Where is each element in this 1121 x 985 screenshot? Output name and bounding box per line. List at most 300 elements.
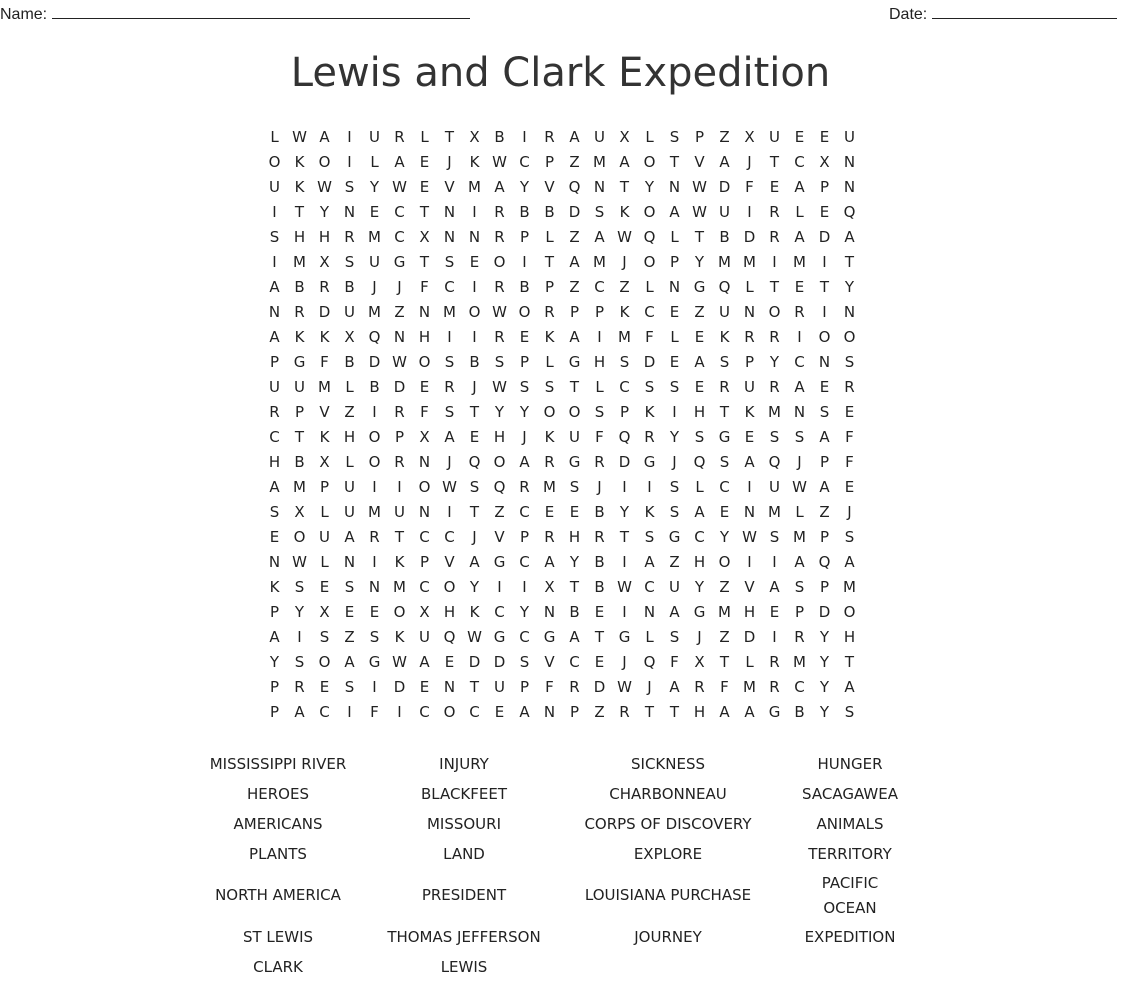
grid-letter[interactable]: V bbox=[494, 527, 505, 546]
grid-letter[interactable]: E bbox=[444, 652, 455, 671]
grid-letter[interactable]: O bbox=[643, 202, 656, 221]
grid-letter[interactable]: E bbox=[744, 427, 755, 446]
grid-letter[interactable]: B bbox=[719, 227, 730, 246]
grid-letter[interactable]: S bbox=[444, 352, 455, 371]
grid-letter[interactable]: A bbox=[669, 202, 680, 221]
grid-letter[interactable]: M bbox=[368, 502, 381, 521]
grid-letter[interactable]: T bbox=[569, 377, 580, 396]
grid-letter[interactable]: A bbox=[794, 377, 805, 396]
grid-letter[interactable]: K bbox=[319, 327, 330, 346]
grid-letter[interactable]: C bbox=[419, 527, 430, 546]
grid-letter[interactable]: Z bbox=[619, 277, 630, 296]
grid-letter[interactable]: W bbox=[392, 652, 407, 671]
grid-letter[interactable]: Y bbox=[369, 177, 380, 196]
grid-letter[interactable]: E bbox=[669, 352, 680, 371]
grid-letter[interactable]: V bbox=[544, 652, 555, 671]
date-field[interactable] bbox=[889, 4, 1117, 24]
grid-letter[interactable]: Q bbox=[818, 552, 831, 571]
grid-letter[interactable]: A bbox=[694, 502, 705, 521]
grid-letter[interactable]: L bbox=[595, 377, 604, 396]
grid-letter[interactable]: M bbox=[793, 252, 806, 271]
grid-letter[interactable]: H bbox=[493, 427, 506, 446]
grid-letter[interactable]: J bbox=[372, 277, 377, 296]
grid-letter[interactable]: S bbox=[644, 527, 655, 546]
grid-letter[interactable]: K bbox=[394, 627, 405, 646]
grid-letter[interactable]: N bbox=[268, 552, 281, 571]
grid-letter[interactable]: A bbox=[744, 452, 755, 471]
grid-letter[interactable]: M bbox=[468, 177, 481, 196]
grid-letter[interactable]: W bbox=[392, 352, 407, 371]
grid-letter[interactable]: M bbox=[293, 477, 306, 496]
grid-letter[interactable]: U bbox=[344, 477, 355, 496]
grid-letter[interactable]: N bbox=[543, 602, 556, 621]
grid-letter[interactable]: V bbox=[544, 177, 555, 196]
grid-letter[interactable]: C bbox=[619, 377, 630, 396]
grid-letter[interactable]: U bbox=[494, 677, 505, 696]
grid-letter[interactable]: M bbox=[718, 252, 731, 271]
grid-letter[interactable]: P bbox=[269, 352, 280, 371]
grid-letter[interactable]: D bbox=[393, 677, 406, 696]
grid-letter[interactable]: T bbox=[469, 402, 480, 421]
grid-letter[interactable]: Q bbox=[718, 277, 731, 296]
grid-letter[interactable]: M bbox=[768, 402, 781, 421]
grid-letter[interactable]: Y bbox=[494, 402, 505, 421]
grid-letter[interactable]: J bbox=[622, 652, 627, 671]
grid-letter[interactable]: D bbox=[368, 352, 381, 371]
grid-letter[interactable]: E bbox=[769, 177, 780, 196]
grid-letter[interactable]: J bbox=[747, 152, 752, 171]
grid-letter[interactable]: P bbox=[519, 527, 530, 546]
grid-letter[interactable]: X bbox=[819, 152, 830, 171]
grid-letter[interactable]: L bbox=[270, 127, 279, 146]
grid-letter[interactable]: B bbox=[519, 277, 530, 296]
grid-letter[interactable]: D bbox=[743, 627, 756, 646]
grid-letter[interactable]: P bbox=[669, 252, 680, 271]
grid-letter[interactable]: M bbox=[293, 252, 306, 271]
grid-letter[interactable]: N bbox=[368, 577, 381, 596]
grid-letter[interactable]: G bbox=[768, 702, 781, 721]
grid-letter[interactable]: N bbox=[843, 152, 856, 171]
grid-letter[interactable]: Z bbox=[719, 127, 730, 146]
grid-letter[interactable]: W bbox=[692, 177, 707, 196]
grid-letter[interactable]: U bbox=[594, 127, 605, 146]
grid-letter[interactable]: R bbox=[769, 677, 780, 696]
grid-letter[interactable]: T bbox=[769, 277, 780, 296]
grid-letter[interactable]: G bbox=[293, 352, 306, 371]
grid-letter[interactable]: U bbox=[344, 302, 355, 321]
grid-letter[interactable]: D bbox=[493, 652, 506, 671]
grid-letter[interactable]: Z bbox=[669, 552, 680, 571]
grid-letter[interactable]: D bbox=[318, 302, 331, 321]
grid-letter[interactable]: M bbox=[593, 152, 606, 171]
grid-letter[interactable]: Y bbox=[844, 277, 855, 296]
grid-letter[interactable]: E bbox=[719, 502, 730, 521]
grid-letter[interactable]: N bbox=[818, 352, 831, 371]
grid-letter[interactable]: P bbox=[394, 427, 405, 446]
grid-letter[interactable]: S bbox=[544, 377, 555, 396]
grid-letter[interactable]: W bbox=[492, 302, 507, 321]
grid-letter[interactable]: A bbox=[794, 552, 805, 571]
grid-letter[interactable]: G bbox=[618, 627, 631, 646]
grid-letter[interactable]: M bbox=[443, 302, 456, 321]
grid-letter[interactable]: E bbox=[819, 377, 830, 396]
grid-letter[interactable]: P bbox=[594, 302, 605, 321]
grid-letter[interactable]: P bbox=[544, 277, 555, 296]
grid-letter[interactable]: Q bbox=[693, 452, 706, 471]
grid-letter[interactable]: D bbox=[393, 377, 406, 396]
grid-letter[interactable]: H bbox=[693, 552, 706, 571]
grid-letter[interactable]: E bbox=[269, 527, 280, 546]
grid-letter[interactable]: Y bbox=[269, 652, 280, 671]
grid-letter[interactable]: L bbox=[345, 452, 354, 471]
grid-letter[interactable]: I bbox=[472, 277, 477, 296]
grid-letter[interactable]: S bbox=[719, 352, 730, 371]
grid-letter[interactable]: B bbox=[794, 702, 805, 721]
grid-letter[interactable]: L bbox=[545, 227, 554, 246]
grid-letter[interactable]: X bbox=[619, 127, 630, 146]
grid-letter[interactable]: Z bbox=[569, 227, 580, 246]
grid-letter[interactable]: C bbox=[644, 577, 655, 596]
grid-letter[interactable]: X bbox=[344, 327, 355, 346]
grid-letter[interactable]: R bbox=[719, 377, 730, 396]
grid-letter[interactable]: A bbox=[394, 152, 405, 171]
grid-letter[interactable]: K bbox=[544, 427, 555, 446]
grid-letter[interactable]: A bbox=[669, 602, 680, 621]
grid-letter[interactable]: J bbox=[522, 427, 527, 446]
grid-letter[interactable]: Y bbox=[819, 677, 830, 696]
grid-letter[interactable]: Z bbox=[569, 152, 580, 171]
grid-letter[interactable]: T bbox=[419, 252, 430, 271]
grid-letter[interactable]: S bbox=[269, 227, 280, 246]
grid-letter[interactable]: O bbox=[718, 552, 731, 571]
grid-letter[interactable]: R bbox=[344, 227, 355, 246]
grid-letter[interactable]: O bbox=[318, 152, 331, 171]
grid-letter[interactable]: A bbox=[469, 552, 480, 571]
grid-letter[interactable]: E bbox=[694, 327, 705, 346]
grid-letter[interactable]: R bbox=[769, 327, 780, 346]
grid-letter[interactable]: A bbox=[794, 227, 805, 246]
grid-letter[interactable]: O bbox=[843, 327, 856, 346]
grid-letter[interactable]: A bbox=[269, 477, 280, 496]
grid-letter[interactable]: S bbox=[469, 477, 480, 496]
grid-letter[interactable]: I bbox=[747, 202, 752, 221]
grid-letter[interactable]: O bbox=[418, 352, 431, 371]
grid-letter[interactable]: I bbox=[372, 477, 377, 496]
grid-letter[interactable]: J bbox=[597, 477, 602, 496]
grid-letter[interactable]: R bbox=[394, 127, 405, 146]
grid-letter[interactable]: E bbox=[319, 577, 330, 596]
grid-letter[interactable]: W bbox=[792, 477, 807, 496]
grid-letter[interactable]: Y bbox=[519, 402, 530, 421]
grid-letter[interactable]: U bbox=[669, 577, 680, 596]
grid-letter[interactable]: C bbox=[794, 677, 805, 696]
grid-letter[interactable]: X bbox=[294, 502, 305, 521]
grid-letter[interactable]: S bbox=[844, 702, 855, 721]
grid-letter[interactable]: I bbox=[747, 552, 752, 571]
grid-letter[interactable]: X bbox=[744, 127, 755, 146]
grid-letter[interactable]: K bbox=[269, 577, 280, 596]
grid-letter[interactable]: L bbox=[745, 277, 754, 296]
grid-letter[interactable]: O bbox=[393, 602, 406, 621]
grid-letter[interactable]: A bbox=[519, 452, 530, 471]
grid-letter[interactable]: I bbox=[772, 552, 777, 571]
grid-letter[interactable]: I bbox=[397, 477, 402, 496]
grid-letter[interactable]: Z bbox=[694, 302, 705, 321]
grid-letter[interactable]: H bbox=[593, 352, 606, 371]
grid-letter[interactable]: T bbox=[394, 527, 405, 546]
grid-letter[interactable]: C bbox=[594, 277, 605, 296]
grid-letter[interactable]: E bbox=[594, 602, 605, 621]
grid-letter[interactable]: M bbox=[368, 227, 381, 246]
grid-letter[interactable]: S bbox=[844, 527, 855, 546]
grid-letter[interactable]: L bbox=[420, 127, 429, 146]
grid-letter[interactable]: D bbox=[818, 227, 831, 246]
grid-letter[interactable]: M bbox=[743, 677, 756, 696]
grid-letter[interactable]: U bbox=[569, 427, 580, 446]
grid-letter[interactable]: A bbox=[794, 177, 805, 196]
grid-letter[interactable]: R bbox=[794, 302, 805, 321]
grid-letter[interactable]: C bbox=[394, 202, 405, 221]
grid-letter[interactable]: A bbox=[269, 627, 280, 646]
grid-letter[interactable]: H bbox=[693, 402, 706, 421]
grid-letter[interactable]: I bbox=[472, 202, 477, 221]
grid-letter[interactable]: G bbox=[393, 252, 406, 271]
grid-letter[interactable]: M bbox=[368, 302, 381, 321]
grid-letter[interactable]: Y bbox=[319, 202, 330, 221]
grid-letter[interactable]: W bbox=[292, 552, 307, 571]
grid-letter[interactable]: R bbox=[494, 227, 505, 246]
grid-letter[interactable]: C bbox=[519, 627, 530, 646]
grid-letter[interactable]: M bbox=[593, 252, 606, 271]
grid-letter[interactable]: N bbox=[268, 302, 281, 321]
grid-letter[interactable]: H bbox=[443, 602, 456, 621]
grid-letter[interactable]: U bbox=[294, 377, 305, 396]
grid-letter[interactable]: S bbox=[294, 577, 305, 596]
grid-letter[interactable]: A bbox=[319, 127, 330, 146]
grid-letter[interactable]: L bbox=[370, 152, 379, 171]
grid-letter[interactable]: E bbox=[369, 202, 380, 221]
grid-letter[interactable]: T bbox=[419, 202, 430, 221]
grid-letter[interactable]: S bbox=[344, 577, 355, 596]
grid-letter[interactable]: X bbox=[319, 452, 330, 471]
grid-letter[interactable]: F bbox=[645, 327, 654, 346]
grid-letter[interactable]: P bbox=[519, 352, 530, 371]
grid-letter[interactable]: S bbox=[319, 627, 330, 646]
grid-letter[interactable]: I bbox=[622, 552, 627, 571]
grid-letter[interactable]: J bbox=[472, 527, 477, 546]
name-field[interactable] bbox=[0, 4, 470, 24]
grid-letter[interactable]: S bbox=[344, 677, 355, 696]
grid-letter[interactable]: H bbox=[568, 527, 581, 546]
grid-letter[interactable]: V bbox=[744, 577, 755, 596]
grid-letter[interactable]: L bbox=[645, 127, 654, 146]
grid-letter[interactable]: H bbox=[293, 227, 306, 246]
grid-letter[interactable]: J bbox=[697, 627, 702, 646]
grid-letter[interactable]: T bbox=[719, 652, 730, 671]
grid-letter[interactable]: X bbox=[694, 652, 705, 671]
grid-letter[interactable]: J bbox=[447, 452, 452, 471]
grid-letter[interactable]: F bbox=[670, 652, 679, 671]
grid-letter[interactable]: J bbox=[397, 277, 402, 296]
grid-letter[interactable]: S bbox=[444, 402, 455, 421]
grid-letter[interactable]: E bbox=[469, 427, 480, 446]
grid-letter[interactable]: N bbox=[843, 302, 856, 321]
grid-letter[interactable]: K bbox=[744, 402, 755, 421]
grid-letter[interactable]: B bbox=[519, 202, 530, 221]
grid-letter[interactable]: E bbox=[844, 402, 855, 421]
grid-letter[interactable]: P bbox=[694, 127, 705, 146]
grid-letter[interactable]: R bbox=[769, 202, 780, 221]
grid-letter[interactable]: S bbox=[269, 502, 280, 521]
grid-letter[interactable]: Y bbox=[694, 577, 705, 596]
grid-letter[interactable]: F bbox=[420, 277, 429, 296]
grid-letter[interactable]: A bbox=[569, 327, 580, 346]
grid-letter[interactable]: B bbox=[344, 352, 355, 371]
grid-letter[interactable]: Q bbox=[768, 452, 781, 471]
grid-letter[interactable]: U bbox=[369, 252, 380, 271]
grid-letter[interactable]: Y bbox=[519, 177, 530, 196]
grid-letter[interactable]: T bbox=[544, 252, 555, 271]
grid-letter[interactable]: F bbox=[845, 427, 854, 446]
grid-letter[interactable]: I bbox=[622, 477, 627, 496]
grid-letter[interactable]: O bbox=[493, 452, 506, 471]
grid-letter[interactable]: V bbox=[444, 177, 455, 196]
grid-letter[interactable]: C bbox=[719, 477, 730, 496]
grid-letter[interactable]: C bbox=[569, 652, 580, 671]
grid-letter[interactable]: T bbox=[469, 502, 480, 521]
grid-letter[interactable]: J bbox=[647, 677, 652, 696]
grid-letter[interactable]: T bbox=[644, 702, 655, 721]
grid-letter[interactable]: V bbox=[319, 402, 330, 421]
grid-letter[interactable]: A bbox=[819, 427, 830, 446]
grid-letter[interactable]: Z bbox=[394, 302, 405, 321]
grid-letter[interactable]: Z bbox=[494, 502, 505, 521]
grid-letter[interactable]: E bbox=[419, 177, 430, 196]
name-blank-line[interactable] bbox=[52, 4, 470, 19]
grid-letter[interactable]: E bbox=[344, 602, 355, 621]
grid-letter[interactable]: S bbox=[344, 177, 355, 196]
grid-letter[interactable]: D bbox=[718, 177, 731, 196]
grid-letter[interactable]: G bbox=[568, 452, 581, 471]
grid-letter[interactable]: G bbox=[643, 452, 656, 471]
grid-letter[interactable]: W bbox=[467, 627, 482, 646]
grid-letter[interactable]: K bbox=[294, 327, 305, 346]
grid-letter[interactable]: G bbox=[568, 352, 581, 371]
grid-letter[interactable]: T bbox=[444, 127, 455, 146]
grid-letter[interactable]: F bbox=[595, 427, 604, 446]
grid-letter[interactable]: J bbox=[472, 377, 477, 396]
grid-letter[interactable]: Q bbox=[468, 452, 481, 471]
grid-letter[interactable]: A bbox=[269, 277, 280, 296]
grid-letter[interactable]: D bbox=[743, 227, 756, 246]
grid-letter[interactable]: K bbox=[394, 552, 405, 571]
grid-letter[interactable]: R bbox=[544, 127, 555, 146]
grid-letter[interactable]: A bbox=[719, 152, 730, 171]
grid-letter[interactable]: L bbox=[645, 277, 654, 296]
grid-letter[interactable]: R bbox=[619, 702, 630, 721]
grid-letter[interactable]: B bbox=[344, 277, 355, 296]
grid-letter[interactable]: U bbox=[769, 477, 780, 496]
grid-letter[interactable]: A bbox=[644, 552, 655, 571]
grid-letter[interactable]: R bbox=[519, 477, 530, 496]
grid-letter[interactable]: O bbox=[293, 527, 306, 546]
grid-letter[interactable]: N bbox=[443, 202, 456, 221]
grid-letter[interactable]: A bbox=[769, 577, 780, 596]
grid-letter[interactable]: Y bbox=[569, 552, 580, 571]
grid-letter[interactable]: U bbox=[394, 502, 405, 521]
grid-letter[interactable]: N bbox=[468, 227, 481, 246]
grid-letter[interactable]: S bbox=[369, 627, 380, 646]
grid-letter[interactable]: R bbox=[544, 302, 555, 321]
grid-letter[interactable]: F bbox=[420, 402, 429, 421]
grid-letter[interactable]: A bbox=[569, 127, 580, 146]
grid-letter[interactable]: D bbox=[568, 202, 581, 221]
grid-letter[interactable]: Y bbox=[819, 652, 830, 671]
grid-letter[interactable]: Y bbox=[294, 602, 305, 621]
grid-letter[interactable]: H bbox=[843, 627, 856, 646]
grid-letter[interactable]: R bbox=[594, 527, 605, 546]
grid-letter[interactable]: I bbox=[447, 502, 452, 521]
grid-letter[interactable]: U bbox=[719, 302, 730, 321]
grid-letter[interactable]: Y bbox=[719, 527, 730, 546]
grid-letter[interactable]: O bbox=[643, 152, 656, 171]
grid-letter[interactable]: T bbox=[669, 702, 680, 721]
grid-letter[interactable]: W bbox=[692, 202, 707, 221]
grid-letter[interactable]: A bbox=[844, 552, 855, 571]
grid-letter[interactable]: G bbox=[543, 627, 556, 646]
grid-letter[interactable]: T bbox=[469, 677, 480, 696]
grid-letter[interactable]: A bbox=[694, 352, 705, 371]
grid-letter[interactable]: C bbox=[469, 702, 480, 721]
grid-letter[interactable]: O bbox=[643, 252, 656, 271]
grid-letter[interactable]: K bbox=[644, 502, 655, 521]
grid-letter[interactable]: A bbox=[444, 427, 455, 446]
grid-letter[interactable]: B bbox=[594, 502, 605, 521]
grid-letter[interactable]: Z bbox=[719, 577, 730, 596]
grid-letter[interactable]: I bbox=[497, 577, 502, 596]
grid-letter[interactable]: X bbox=[469, 127, 480, 146]
grid-letter[interactable]: L bbox=[670, 227, 679, 246]
grid-letter[interactable]: P bbox=[819, 177, 830, 196]
grid-letter[interactable]: S bbox=[669, 127, 680, 146]
grid-letter[interactable]: A bbox=[619, 152, 630, 171]
grid-letter[interactable]: U bbox=[769, 127, 780, 146]
grid-letter[interactable]: L bbox=[795, 502, 804, 521]
grid-letter[interactable]: A bbox=[819, 477, 830, 496]
grid-letter[interactable]: I bbox=[522, 577, 527, 596]
grid-letter[interactable]: A bbox=[719, 702, 730, 721]
grid-letter[interactable]: I bbox=[797, 327, 802, 346]
grid-letter[interactable]: A bbox=[844, 677, 855, 696]
grid-letter[interactable]: O bbox=[768, 302, 781, 321]
grid-letter[interactable]: R bbox=[844, 377, 855, 396]
grid-letter[interactable]: X bbox=[319, 602, 330, 621]
grid-letter[interactable]: A bbox=[294, 702, 305, 721]
grid-letter[interactable]: Z bbox=[569, 277, 580, 296]
grid-letter[interactable]: F bbox=[845, 452, 854, 471]
grid-letter[interactable]: S bbox=[344, 252, 355, 271]
grid-letter[interactable]: X bbox=[419, 602, 430, 621]
grid-letter[interactable]: A bbox=[419, 652, 430, 671]
grid-letter[interactable]: W bbox=[492, 152, 507, 171]
grid-letter[interactable]: Y bbox=[619, 502, 630, 521]
grid-letter[interactable]: I bbox=[647, 477, 652, 496]
grid-letter[interactable]: T bbox=[819, 277, 830, 296]
grid-letter[interactable]: C bbox=[444, 527, 455, 546]
grid-letter[interactable]: E bbox=[694, 377, 705, 396]
grid-letter[interactable]: E bbox=[369, 602, 380, 621]
grid-letter[interactable]: I bbox=[347, 127, 352, 146]
